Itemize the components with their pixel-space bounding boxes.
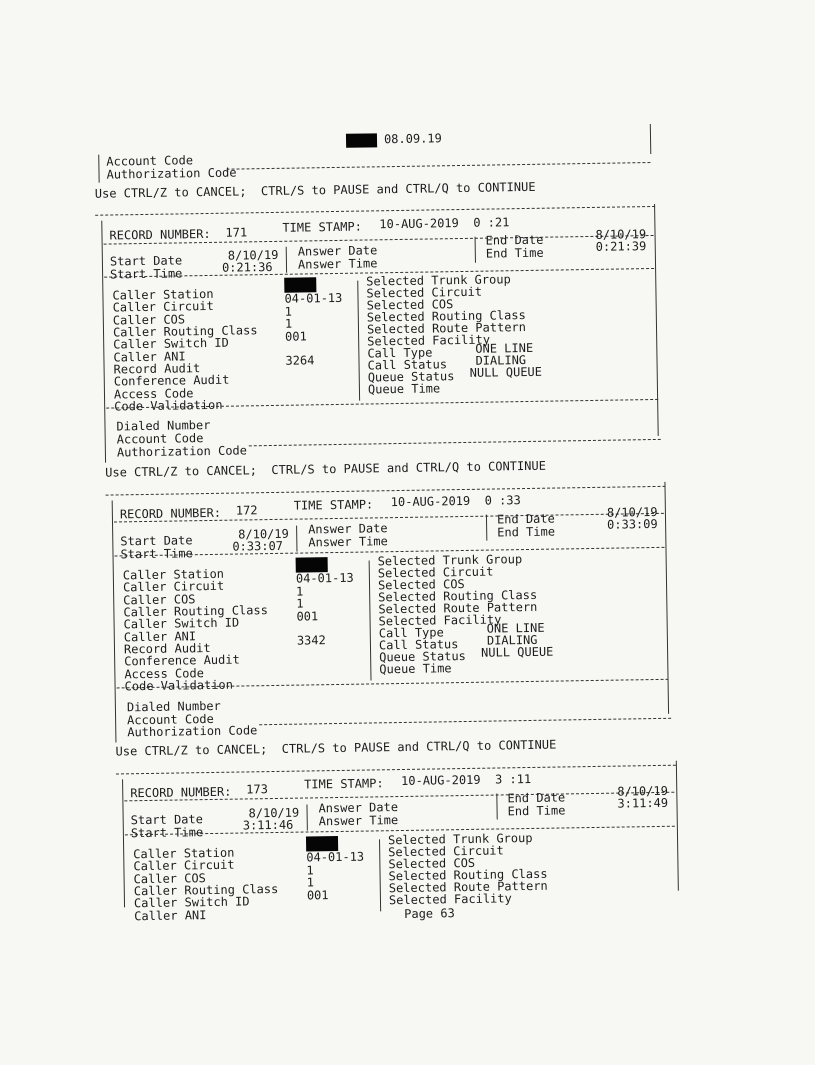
caller-routing-class-value: 1	[284, 316, 293, 331]
field-label: Caller Switch ID	[123, 615, 240, 632]
divider	[95, 206, 655, 216]
field-label: Selected Circuit	[388, 843, 504, 860]
caller-cos-value: 1	[284, 304, 293, 319]
record-number-label: RECORD NUMBER:	[130, 784, 232, 801]
end-time: 0:21:39	[595, 239, 647, 254]
record-audit-value: 3342	[296, 633, 326, 648]
field-label: Selected Routing Class	[366, 308, 526, 325]
caller-routing-class-value: 1	[296, 596, 304, 611]
queue-status-value: NULL QUEUE	[480, 644, 554, 660]
field-label: Selected Facility	[388, 891, 512, 908]
field-label: Caller ANI	[123, 629, 197, 645]
field-label: Conference Audit	[124, 652, 240, 669]
field-label: Selected Trunk Group	[366, 272, 511, 289]
divider	[496, 794, 497, 820]
field-label: Conference Audit	[113, 372, 230, 389]
divider	[475, 237, 476, 263]
field-label: Account Code	[127, 711, 214, 728]
field-label: Caller Circuit	[122, 578, 225, 595]
caller-switch-id-value: 001	[284, 329, 307, 344]
divider	[650, 124, 651, 154]
answer-time-label: Answer Time	[318, 813, 399, 829]
start-time-label: Start Time	[120, 546, 193, 562]
field-label: Caller Routing Class	[133, 881, 279, 899]
field-label: Caller COS	[123, 592, 196, 608]
time-stamp-label: TIME STAMP:	[293, 497, 374, 513]
start-date: 8/10/19	[248, 805, 300, 821]
caller-circuit-value: 04-01-13	[306, 849, 365, 865]
field-label: Selected Trunk Group	[387, 830, 533, 848]
field-label: Account Code	[116, 431, 204, 447]
divider	[259, 718, 671, 725]
divider	[249, 439, 661, 446]
end-time-label: End Time	[485, 245, 544, 261]
record-audit-value: 3264	[285, 353, 315, 368]
field-label: Caller Circuit	[133, 857, 235, 874]
field-label: Caller Routing Class	[112, 323, 258, 340]
field-label: Queue Status	[367, 369, 455, 385]
divider	[654, 204, 659, 436]
call-status-value: DIALING	[486, 632, 538, 648]
field-label: Authorization Code	[116, 443, 248, 460]
answer-date-label: Answer Date	[308, 521, 388, 537]
call-type-value: ONE LINE	[486, 620, 545, 636]
divider	[486, 515, 487, 541]
end-time-label: End Time	[497, 524, 556, 540]
divider	[226, 162, 650, 170]
divider	[112, 501, 117, 743]
start-time: 3:11:46	[242, 817, 294, 833]
field-label: Caller Switch ID	[113, 335, 229, 352]
caller-circuit-value: 04-01-13	[295, 570, 354, 586]
top-fragment-line: Account Code	[106, 153, 194, 169]
divider	[379, 839, 381, 911]
start-date-label: Start Date	[109, 253, 183, 269]
time-stamp-label: TIME STAMP:	[304, 776, 384, 792]
field-label: Selected Circuit	[366, 284, 483, 301]
divider	[357, 281, 360, 401]
time-stamp: 10-AUG-2019 0 :33	[390, 493, 521, 510]
caller-cos-value: 1	[306, 863, 314, 878]
field-label: Caller Circuit	[112, 298, 214, 315]
queue-status-value: NULL QUEUE	[469, 364, 543, 380]
field-label: Dialed Number	[116, 417, 211, 434]
field-label: Selected Facility	[378, 612, 502, 629]
start-time-label: Start Time	[109, 266, 183, 282]
caller-switch-id-value: 001	[306, 888, 329, 903]
record-number: 173	[246, 782, 269, 797]
time-stamp-label: TIME STAMP:	[282, 219, 362, 235]
end-date: 8/10/19	[606, 504, 658, 520]
end-time: 3:11:49	[617, 795, 669, 811]
field-label: Caller ANI	[134, 908, 207, 924]
start-date: 8/10/19	[238, 526, 289, 542]
divider	[369, 560, 372, 680]
field-label: Selected COS	[377, 576, 465, 593]
field-label: Caller Routing Class	[123, 603, 269, 620]
field-label: Selected Facility	[367, 332, 491, 349]
divider	[106, 486, 666, 496]
field-label: Record Audit	[113, 361, 201, 377]
field-label: Selected Route Pattern	[378, 599, 538, 617]
divider	[306, 804, 307, 830]
field-label: Selected Route Pattern	[366, 319, 527, 337]
time-stamp: 10-AUG-2019 0 :21	[379, 215, 510, 232]
field-label: Access Code	[124, 666, 204, 682]
end-date-label: End Date	[496, 511, 555, 527]
field-label: Caller Switch ID	[133, 894, 250, 911]
answer-time-label: Answer Time	[308, 534, 388, 550]
divider	[101, 221, 106, 463]
field-label: Selected COS	[366, 297, 454, 313]
caller-circuit-value: 04-01-13	[284, 290, 343, 306]
start-date: 8/10/19	[227, 247, 279, 263]
field-label: Queue Time	[367, 381, 441, 397]
answer-time-label: Answer Time	[297, 256, 378, 272]
field-label: Caller Station	[133, 845, 235, 862]
start-date-label: Start Date	[120, 533, 193, 549]
record-number-label: RECORD NUMBER:	[109, 226, 211, 243]
field-label: Dialed Number	[126, 698, 221, 715]
record-number: 171	[225, 225, 248, 240]
redaction-box	[346, 133, 377, 147]
field-label: Selected Routing Class	[388, 866, 548, 884]
answer-date-label: Answer Date	[297, 243, 378, 259]
call-status-value: DIALING	[475, 353, 527, 368]
field-label: Code Validation	[114, 397, 223, 414]
answer-date-label: Answer Date	[318, 800, 399, 816]
field-label: Queue Status	[379, 648, 466, 665]
start-time: 0:33:07	[232, 538, 284, 554]
record-number-label: RECORD NUMBER:	[119, 505, 222, 522]
field-label: Queue Time	[379, 661, 452, 677]
field-label: Selected COS	[388, 855, 476, 872]
ctrl-instruction: Use CTRL/Z to CANCEL; CTRL/S to PAUSE and CTRL/Q to CONTINUE	[105, 458, 546, 480]
end-date: 8/10/19	[617, 783, 668, 799]
caller-switch-id-value: 001	[296, 609, 319, 624]
caller-cos-value: 1	[296, 584, 304, 599]
field-label: Selected Routing Class	[378, 587, 538, 605]
record-number: 172	[235, 503, 258, 518]
start-time: 0:21:36	[221, 259, 273, 275]
field-label: Call Type	[367, 345, 433, 361]
end-date-label: End Date	[485, 232, 544, 248]
field-label: Selected Route Pattern	[388, 878, 548, 896]
divider	[676, 761, 679, 891]
start-date-label: Start Date	[130, 812, 204, 828]
end-time-label: End Time	[507, 803, 566, 819]
field-label: Call Status	[367, 357, 448, 373]
ctrl-instruction: Use CTRL/Z to CANCEL; CTRL/S to PAUSE and CTRL/Q to CONTINUE	[94, 179, 536, 201]
field-label: Record Audit	[123, 640, 211, 657]
field-label: Code Validation	[124, 677, 234, 694]
time-stamp: 10-AUG-2019 3 :11	[400, 771, 532, 789]
page-number: Page 63	[404, 906, 455, 921]
call-type-value: ONE LINE	[475, 340, 534, 356]
divider	[296, 526, 297, 552]
divider	[286, 247, 287, 273]
start-time-label: Start Time	[130, 825, 204, 841]
end-date: 8/10/19	[595, 227, 647, 242]
field-label: Authorization Code	[127, 723, 258, 740]
top-fragment-line: Authorization Code	[106, 165, 237, 182]
field-label: Caller Station	[112, 286, 214, 303]
field-label: Caller Station	[122, 566, 225, 583]
field-label: Selected Circuit	[377, 564, 494, 581]
field-label: Call Type	[378, 625, 444, 641]
end-date-label: End Date	[507, 790, 566, 806]
field-label: Caller COS	[112, 312, 186, 328]
divider	[116, 765, 676, 775]
divider	[122, 779, 125, 907]
end-time: 0:33:09	[606, 516, 658, 532]
ctrl-instruction: Use CTRL/Z to CANCEL; CTRL/S to PAUSE and CTRL/Q to CONTINUE	[115, 737, 557, 759]
field-label: Call Status	[378, 637, 459, 653]
divider	[98, 155, 99, 183]
field-label: Caller COS	[133, 871, 206, 887]
field-label: Access Code	[113, 386, 194, 402]
header-date: 08.09.19	[383, 131, 442, 147]
caller-routing-class-value: 1	[306, 875, 315, 890]
field-label: Caller ANI	[113, 349, 186, 365]
field-label: Selected Trunk Group	[377, 552, 523, 569]
